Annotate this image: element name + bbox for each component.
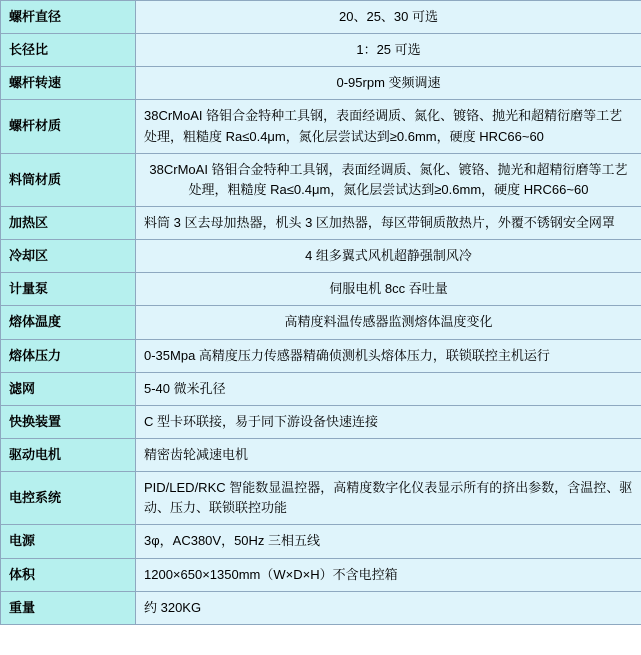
spec-value: 伺服电机 8cc 吞吐量 <box>136 273 641 306</box>
spec-value: 20、25、30 可选 <box>136 1 641 34</box>
table-row <box>1 240 641 273</box>
table-row <box>1 206 641 239</box>
table-row <box>1 591 641 624</box>
table-row <box>1 558 641 591</box>
spec-value: PID/LED/RKC 智能数显温控器，高精度数字化仪表显示所有的挤出参数，含温控、驱动、压力、联锁联控功能 <box>136 472 641 525</box>
spec-value: 3φ，AC380V，50Hz 三相五线 <box>136 525 641 558</box>
spec-value: 38CrMoAI 铬钼合金特种工具钢，表面经调质、氮化、镀铬、抛光和超精衍磨等工艺处理，粗糙度 Ra≤0.4μm，氮化层尝试达到≥0.6mm，硬度 HRC66~60 <box>136 153 641 206</box>
table-row <box>1 273 641 306</box>
spec-label: 熔体温度 <box>1 306 136 339</box>
spec-label: 长径比 <box>1 34 136 67</box>
spec-label: 电控系统 <box>1 472 136 525</box>
spec-value: 约 320KG <box>136 591 641 624</box>
table-row <box>1 306 641 339</box>
spec-label: 体积 <box>1 558 136 591</box>
table-row <box>1 405 641 438</box>
spec-label: 重量 <box>1 591 136 624</box>
spec-value: C 型卡环联接，易于同下游设备快速连接 <box>136 405 641 438</box>
table-row <box>1 525 641 558</box>
table-body <box>1 1 641 625</box>
spec-label: 滤网 <box>1 372 136 405</box>
spec-value: 1：25 可选 <box>136 34 641 67</box>
spec-label: 熔体压力 <box>1 339 136 372</box>
spec-label: 冷却区 <box>1 240 136 273</box>
table-row <box>1 438 641 471</box>
spec-value: 0-95rpm 变频调速 <box>136 67 641 100</box>
spec-label: 快换装置 <box>1 405 136 438</box>
spec-label: 驱动电机 <box>1 438 136 471</box>
spec-value: 5-40 微米孔径 <box>136 372 641 405</box>
spec-value: 4 组多翼式风机超静强制风冷 <box>136 240 641 273</box>
table-row <box>1 34 641 67</box>
spec-value: 高精度料温传感器监测熔体温度变化 <box>136 306 641 339</box>
spec-label: 电源 <box>1 525 136 558</box>
spec-value: 0-35Mpa 高精度压力传感器精确侦测机头熔体压力，联锁联控主机运行 <box>136 339 641 372</box>
spec-value: 1200×650×1350mm（W×D×H）不含电控箱 <box>136 558 641 591</box>
table-row <box>1 100 641 153</box>
spec-value: 38CrMoAI 铬钼合金特种工具钢，表面经调质、氮化、镀铬、抛光和超精衍磨等工艺处理，粗糙度 Ra≤0.4μm，氮化层尝试达到≥0.6mm，硬度 HRC66~60 <box>136 100 641 153</box>
table-row <box>1 67 641 100</box>
spec-label: 计量泵 <box>1 273 136 306</box>
table-row <box>1 339 641 372</box>
spec-value: 料筒 3 区去母加热器，机头 3 区加热器，每区带铜质散热片，外覆不锈钢安全网罩 <box>136 206 641 239</box>
table-row <box>1 1 641 34</box>
spec-label: 加热区 <box>1 206 136 239</box>
spec-label: 螺杆转速 <box>1 67 136 100</box>
table-row <box>1 472 641 525</box>
table-row <box>1 153 641 206</box>
spec-label: 螺杆材质 <box>1 100 136 153</box>
spec-label: 料筒材质 <box>1 153 136 206</box>
spec-value: 精密齿轮减速电机 <box>136 438 641 471</box>
spec-label: 螺杆直径 <box>1 1 136 34</box>
table-row <box>1 372 641 405</box>
